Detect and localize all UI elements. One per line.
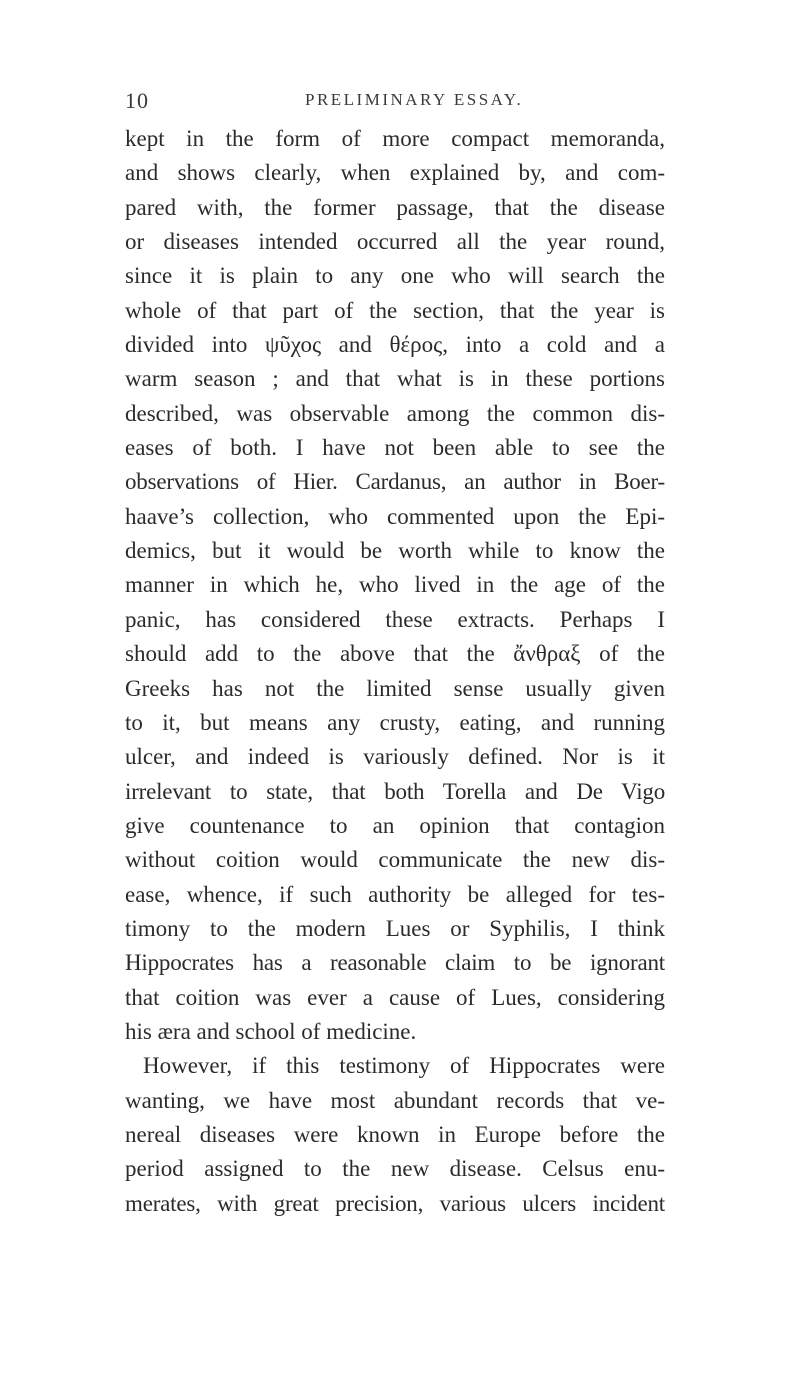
page-number: 10 — [125, 88, 149, 113]
text-line: irrelevant to state, that both Torella and De Vigo — [125, 778, 665, 804]
text-line: divided into ψῦχος and θέρος, into a cold and a — [125, 332, 665, 358]
text-line: his æra and school of medicine. — [125, 1018, 417, 1044]
text-line: ulcer, and indeed is variously defined. Nor is it — [125, 744, 665, 770]
text-line: timony to the modern Lues or Syphilis, I think — [125, 915, 665, 941]
page-header — [125, 88, 665, 118]
text-line: and shows clearly, when explained by, and com- — [125, 160, 665, 186]
text-line: nereal diseases were known in Europe before the — [125, 1121, 665, 1147]
text-line: without coition would communicate the new dis- — [125, 847, 665, 873]
text-line: demics, but it would be worth while to know the — [125, 538, 665, 564]
text-line: whole of that part of the section, that the year is — [125, 297, 665, 323]
text-line: kept in the form of more compact memoranda, — [125, 126, 665, 151]
text-line: wanting, we have most abundant records that ve- — [125, 1087, 665, 1113]
text-line: Hippocrates has a reasonable claim to be ignorant — [125, 950, 665, 976]
text-line: or diseases intended occurred all the year round, — [125, 229, 665, 255]
text-line: However, if this testimony of Hippocrates were — [143, 1053, 665, 1079]
text-line: Greeks has not the limited sense usually given — [125, 675, 665, 701]
text-line: warm season ; and that what is in these portions — [125, 366, 665, 392]
text-line: pared with, the former passage, that the disease — [125, 194, 665, 220]
text-line: give countenance to an opinion that contagion — [125, 812, 665, 838]
text-line: to it, but means any crusty, eating, and running — [125, 709, 665, 735]
body-text — [125, 122, 665, 1221]
text-line: should add to the above that the ἄνθραξ of the — [125, 641, 665, 667]
text-line: merates, with great precision, various ulcers incident — [125, 1190, 665, 1216]
text-line: manner in which he, who lived in the age of the — [125, 572, 665, 598]
text-line: eases of both. I have not been able to see the — [125, 435, 665, 461]
text-line: panic, has considered these extracts. Perhaps I — [125, 606, 665, 632]
text-line: haave’s collection, who commented upon the Epi- — [125, 503, 665, 529]
text-line: since it is plain to any one who will search the — [125, 263, 665, 289]
running-head: PRELIMINARY ESSAY. — [305, 90, 524, 109]
text-line: ease, whence, if such authority be alleged for tes- — [125, 881, 665, 907]
text-line: described, was observable among the common dis- — [125, 400, 665, 426]
text-line: that coition was ever a cause of Lues, considering — [125, 984, 665, 1010]
text-line: period assigned to the new disease. Celsus enu- — [125, 1156, 665, 1182]
text-line: observations of Hier. Cardanus, an author in Boer- — [125, 469, 665, 495]
